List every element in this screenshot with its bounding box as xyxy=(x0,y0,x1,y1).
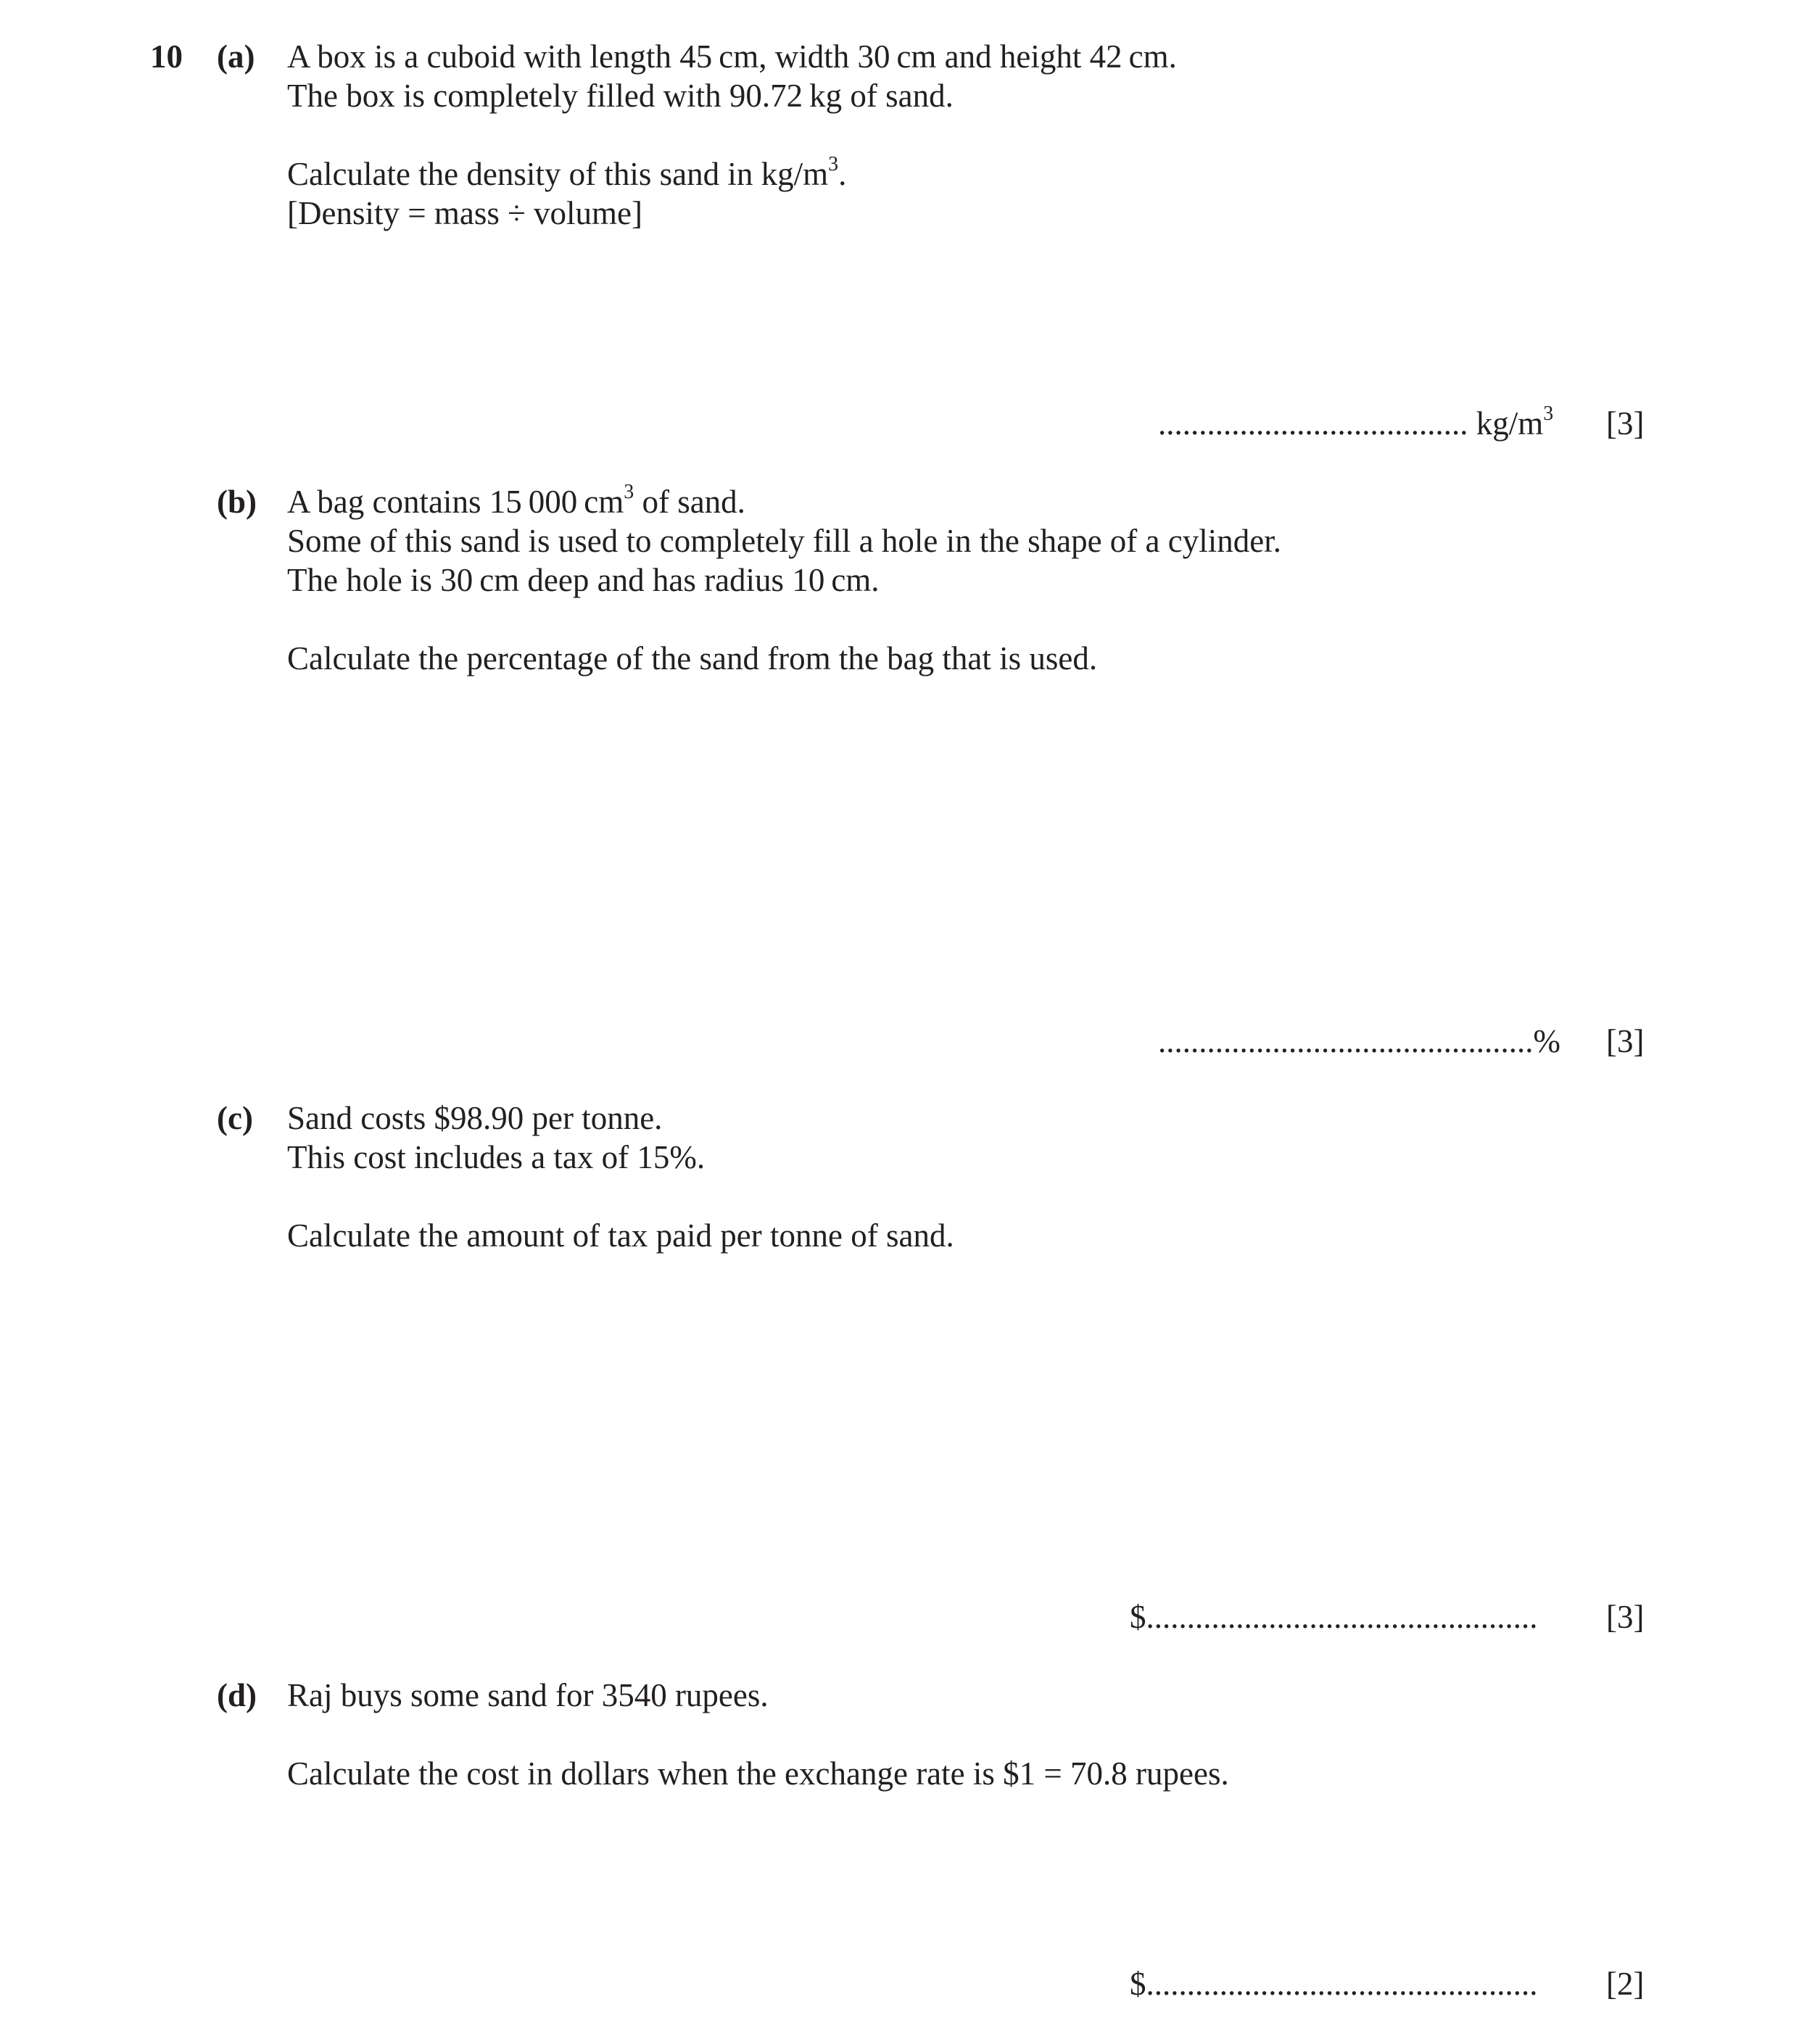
part-c-answer-line[interactable] xyxy=(1130,1597,1538,1637)
part-d-answer-line[interactable] xyxy=(1130,1964,1538,2003)
part-c-instruction: Calculate the amount of tax paid per tonne of sand. xyxy=(287,1217,954,1254)
part-a-text-line-2: The box is completely filled with 90.72 kg of sand. xyxy=(287,78,954,114)
part-d-label: (d) xyxy=(217,1677,257,1713)
part-d-instruction: Calculate the cost in dollars when the exchange rate is $1 = 70.8 rupees. xyxy=(287,1755,1229,1792)
answer-prefix: $ xyxy=(1130,1599,1146,1635)
answer-prefix: $ xyxy=(1130,1966,1146,2002)
part-a-hint: [Density = mass ÷ volume] xyxy=(287,195,643,231)
answer-dots: ................................................ xyxy=(1146,1966,1538,2002)
part-c-label: (c) xyxy=(217,1100,253,1136)
part-b-text-line-2: Some of this sand is used to completely fill a hole in the shape of a cylinder. xyxy=(287,523,1281,559)
part-a-label: (a) xyxy=(217,38,255,75)
part-b-marks: [3] xyxy=(1606,1023,1645,1059)
part-d-text-line-1: Raj buys some sand for 3540 rupees. xyxy=(287,1677,769,1713)
part-b-instruction: Calculate the percentage of the sand from the bag that is used. xyxy=(287,640,1098,676)
part-b-text-line-3: The hole is 30 cm deep and has radius 10 cm. xyxy=(287,562,880,598)
answer-unit: % xyxy=(1533,1023,1560,1059)
part-a-instruction: Calculate the density of this sand in $kg/m^3$. xyxy=(287,153,847,192)
answer-dots: .............................................. xyxy=(1158,1023,1534,1059)
part-c-text-line-2: This cost includes a tax of 15%. xyxy=(287,1139,706,1175)
part-c-text-line-1: Sand costs $98.90 per tonne. xyxy=(287,1100,663,1136)
part-a-marks: [3] xyxy=(1606,405,1645,442)
part-d-marks: [2] xyxy=(1606,1966,1645,2002)
part-a-text-line-1: A box is a cuboid with length 45 cm, width 30 cm and height 42 cm. xyxy=(287,38,1177,75)
answer-dots: ................................................ xyxy=(1146,1599,1538,1635)
part-b-label: (b) xyxy=(217,484,257,520)
part-b-text-line-1: A bag contains 15 000 $cm^3$ of sand. xyxy=(287,481,745,520)
answer-unit: kg/m xyxy=(1476,405,1544,442)
question-number: 10 xyxy=(150,38,183,75)
part-a-answer-line[interactable]: ...................................... $kg/m^3$ xyxy=(1158,402,1554,442)
part-b-answer-line[interactable] xyxy=(1158,1022,1560,1061)
part-c-marks: [3] xyxy=(1606,1599,1645,1635)
answer-dots: ...................................... xyxy=(1158,405,1468,442)
